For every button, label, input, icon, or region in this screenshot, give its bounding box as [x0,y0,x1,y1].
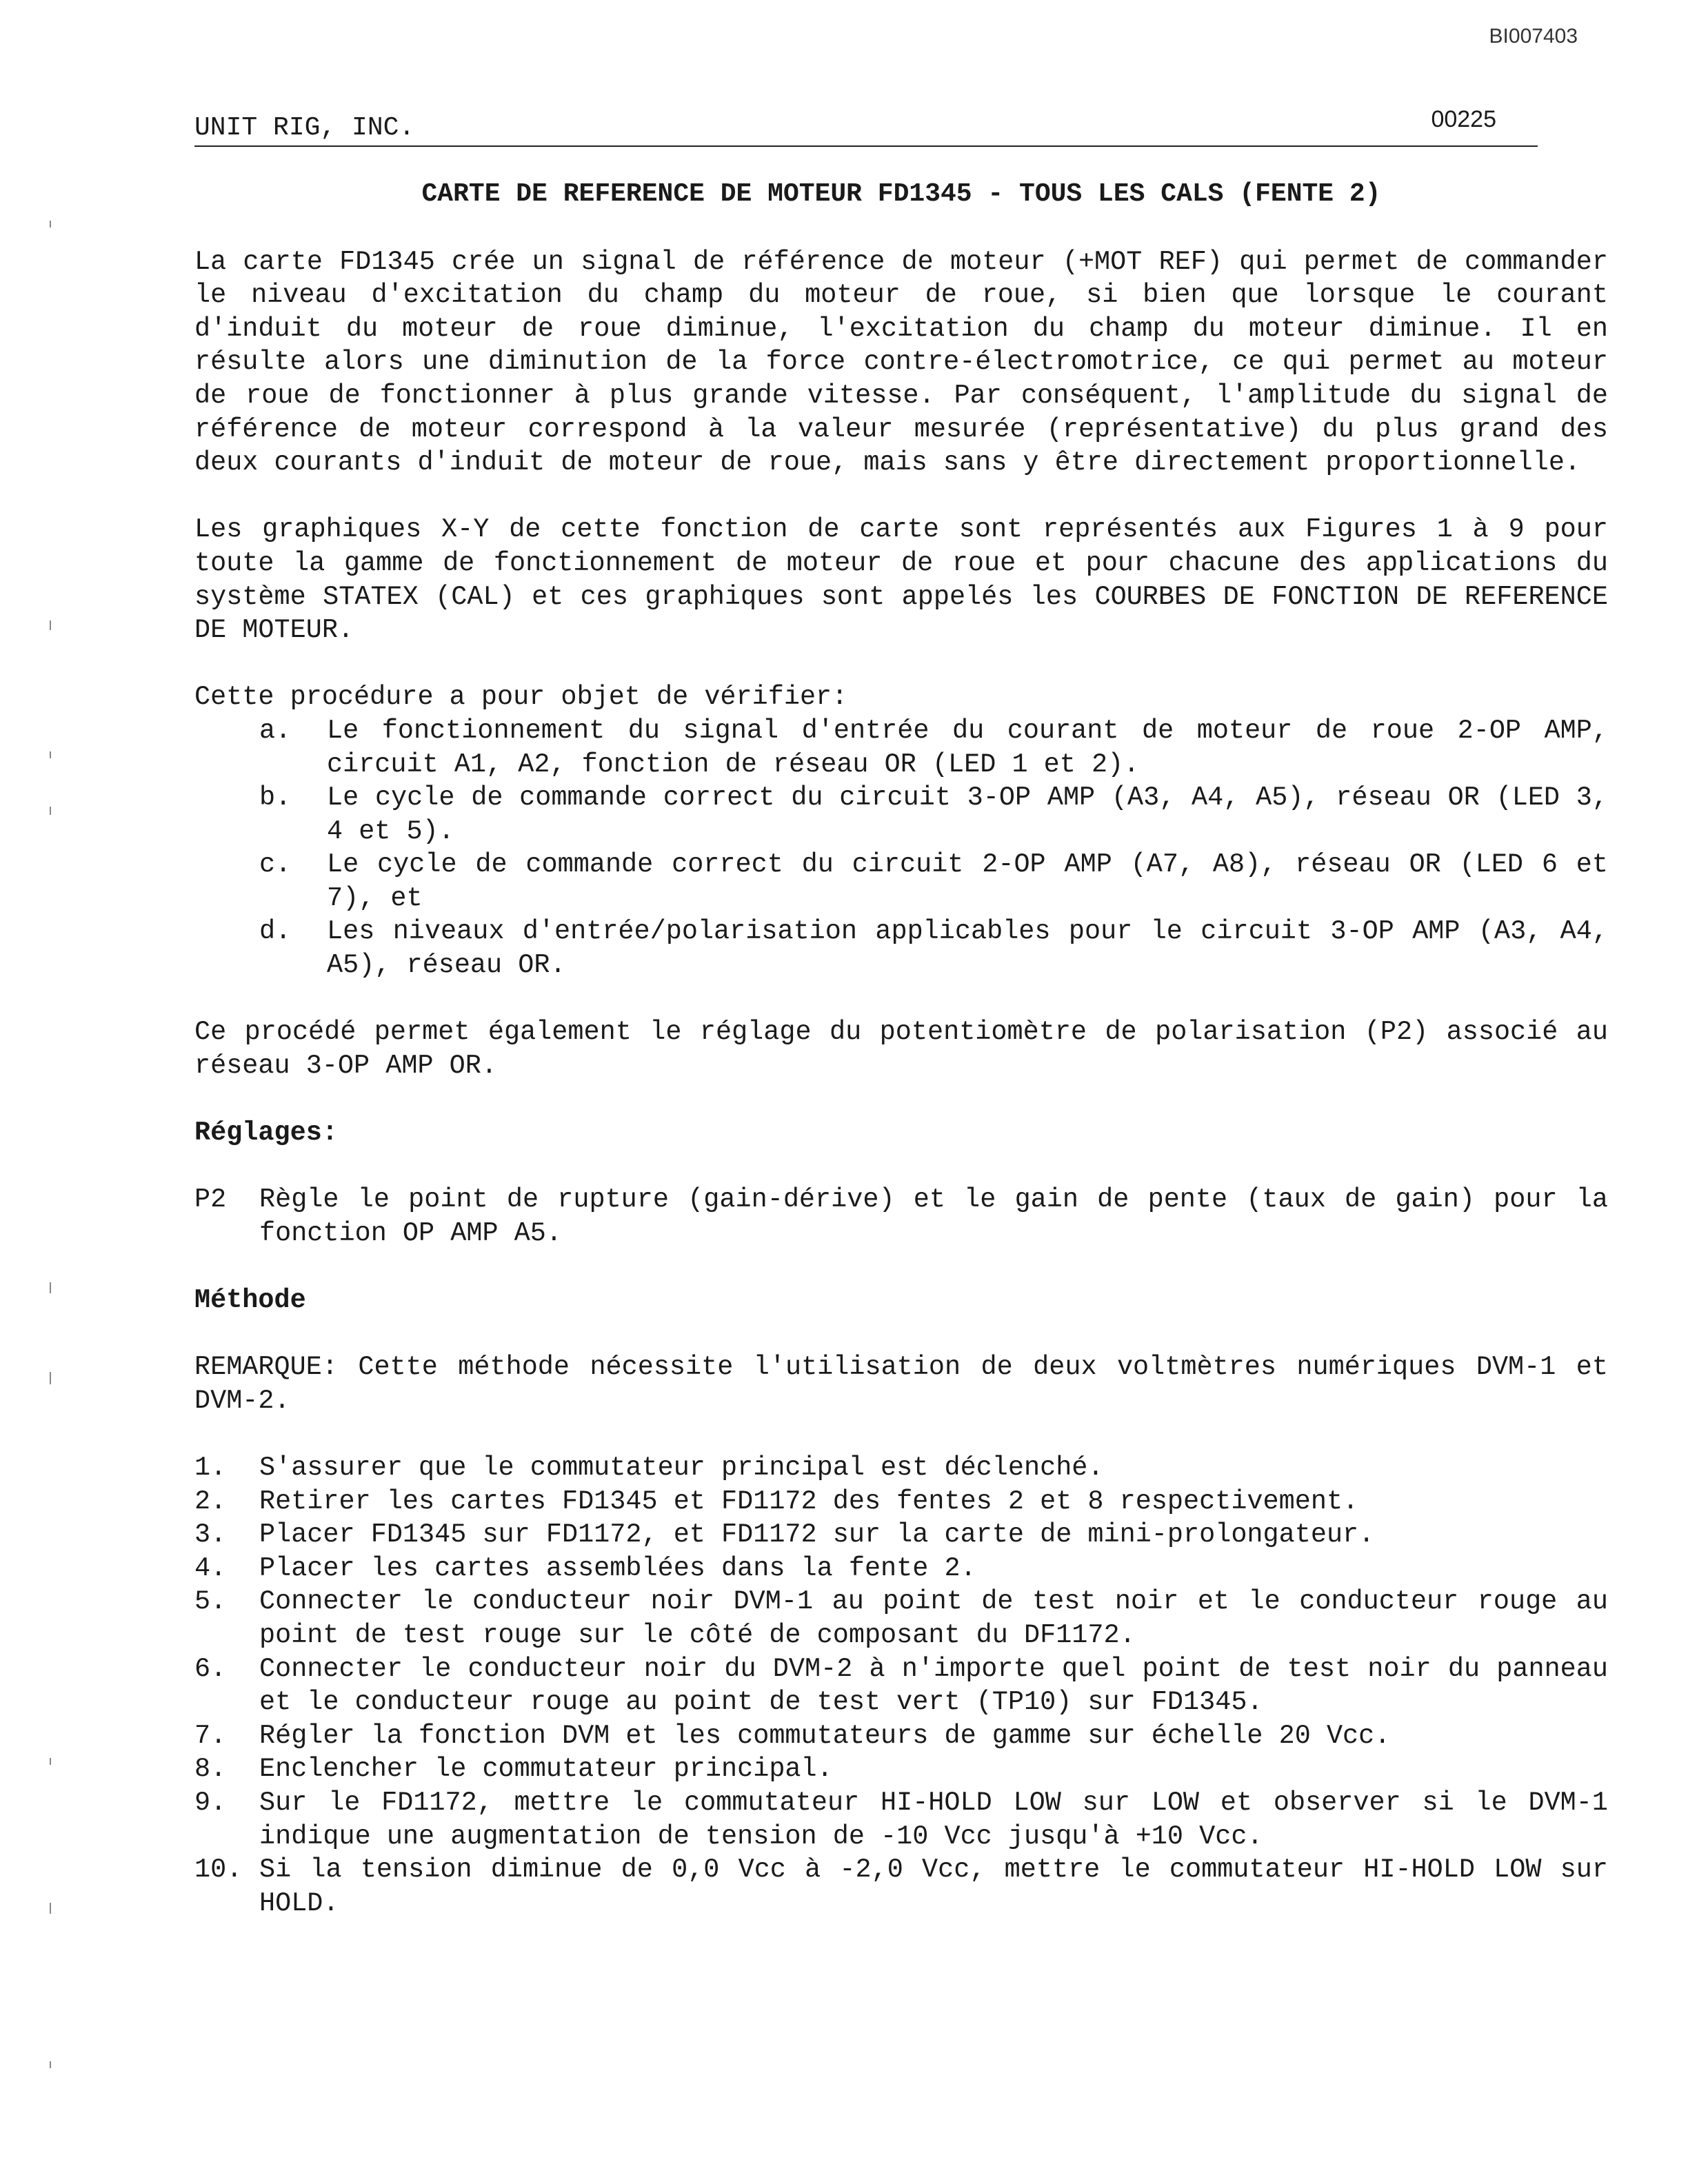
list-item [259,781,1608,848]
step-text: Connecter le conducteur noir DVM-1 au point de test noir et le conducteur rouge au point de test rouge sur le côté de composant du DF1172. [259,1586,1608,1650]
step-text: Enclencher le commutateur principal. [259,1754,833,1785]
settings-item-text: Règle le point de rupture (gain-dérive) et le gain de pente (taux de gain) pour la fonction OP AMP A5. [259,1184,1608,1248]
document-title: CARTE DE REFERENCE DE MOTEUR FD1345 - TOUS LES CALS (FENTE 2) [421,179,1381,209]
step-number: 9. [194,1787,227,1818]
list-item [259,714,1608,781]
list-item-text: Le cycle de commande correct du circuit 2-OP AMP (A7, A8), réseau OR (LED 6 et 7), et [327,849,1608,913]
step-item [194,1585,1608,1652]
page-header [194,107,1538,147]
company-name: UNIT RIG, INC. [194,113,415,143]
settings-heading: Réglages: [194,1118,338,1149]
step-text: Placer FD1345 sur FD1172, et FD1172 sur la carte de mini-prolongateur. [259,1519,1375,1550]
step-number: 4. [194,1553,227,1584]
step-text: Régler la fonction DVM et les commutateurs de gamme sur échelle 20 Vcc. [259,1720,1391,1751]
step-number: 5. [194,1586,227,1617]
step-item [194,1652,1608,1719]
list-item-label: d. [259,916,292,947]
step-number: 7. [194,1720,227,1751]
step-item [194,1752,1608,1786]
step-number: 8. [194,1754,227,1785]
document-body [194,178,1608,1920]
page-code: 00225 [1431,106,1496,132]
adjust-paragraph: Ce procédé permet également le réglage du potentiomètre de polarisation (P2) associé au réseau 3-OP AMP OR. [194,1017,1608,1081]
step-item [194,1518,1608,1552]
step-item [194,1485,1608,1519]
intro-paragraph-2: Les graphiques X-Y de cette fonction de carte sont représentés aux Figures 1 à 9 pour toute la gamme de fonctionnement de moteur de roue et pour chacune des applications du système STATEX (CAL) et ces graphiques sont appelés les COURBES DE FONCTION DE REFERENCE DE MOTEUR. [194,514,1608,646]
list-item-label: b. [259,782,292,813]
list-item-text: Le cycle de commande correct du circuit 3-OP AMP (A3, A4, A5), réseau OR (LED 3, 4 et 5). [327,782,1608,847]
step-item [194,1786,1608,1853]
list-item [259,915,1608,982]
step-text: Si la tension diminue de 0,0 Vcc à -2,0 Vcc, mettre le commutateur HI-HOLD LOW sur HOLD. [259,1854,1608,1919]
intro-paragraph-1: La carte FD1345 crée un signal de référence de moteur (+MOT REF) qui permet de commander le niveau d'excitation du champ du moteur de roue, si bien que lorsque le courant d'induit du moteur de roue diminue, l'excitation du champ du moteur diminue. Il en résulte alors une diminution de la force contre-électromotrice, ce qui permet au moteur de roue de fonctionner à plus grande vitesse. Par conséquent, l'amplitude du signal de référence de moteur correspond à la valeur mesurée (représentative) du plus grand des deux courants d'induit de moteur de roue, mais sans y être directement proportionnelle. [194,246,1608,478]
settings-item-label: P2 [194,1184,227,1215]
step-number: 3. [194,1519,227,1550]
list-item-label: a. [259,715,292,746]
step-text: Connecter le conducteur noir du DVM-2 à n'importe quel point de test noir du panneau et le conducteur rouge au point de test vert (TP10) sur FD1345. [259,1653,1608,1718]
step-text: Sur le FD1172, mettre le commutateur HI-HOLD LOW sur LOW et observer si le DVM-1 indique une augmentation de tension de -10 Vcc jusqu'à +10 Vcc. [259,1787,1608,1852]
procedure-section [194,680,1608,982]
list-item-text: Le fonctionnement du signal d'entrée du courant de moteur de roue 2-OP AMP, circuit A1, A2, fonction de réseau OR (LED 1 et 2). [327,715,1608,780]
list-item-label: c. [259,849,292,880]
method-steps [194,1451,1608,1920]
method-note: REMARQUE: Cette méthode nécessite l'utilisation de deux voltmètres numériques DVM-1 et DVM-2. [194,1352,1608,1416]
method-heading: Méthode [194,1285,306,1315]
step-text: Retirer les cartes FD1345 et FD1172 des fentes 2 et 8 respectivement. [259,1486,1359,1517]
procedure-lead: Cette procédure a pour objet de vérifier: [194,682,848,713]
step-number: 2. [194,1486,227,1517]
step-text: S'assurer que le commutateur principal est déclenché. [259,1452,1104,1483]
step-text: Placer les cartes assemblées dans la fente 2. [259,1553,976,1584]
step-item [194,1451,1608,1485]
list-item-text: Les niveaux d'entrée/polarisation applicables pour le circuit 3-OP AMP (A3, A4, A5), réseau OR. [327,916,1608,981]
step-item [194,1719,1608,1753]
step-number: 6. [194,1653,227,1684]
procedure-list [259,714,1608,982]
step-number: 1. [194,1452,227,1483]
settings-item [194,1183,1608,1250]
step-item [194,1552,1608,1586]
document-id: BI007403 [1489,25,1578,48]
list-item [259,848,1608,915]
step-number: 10. [194,1854,243,1885]
step-item [194,1853,1608,1920]
